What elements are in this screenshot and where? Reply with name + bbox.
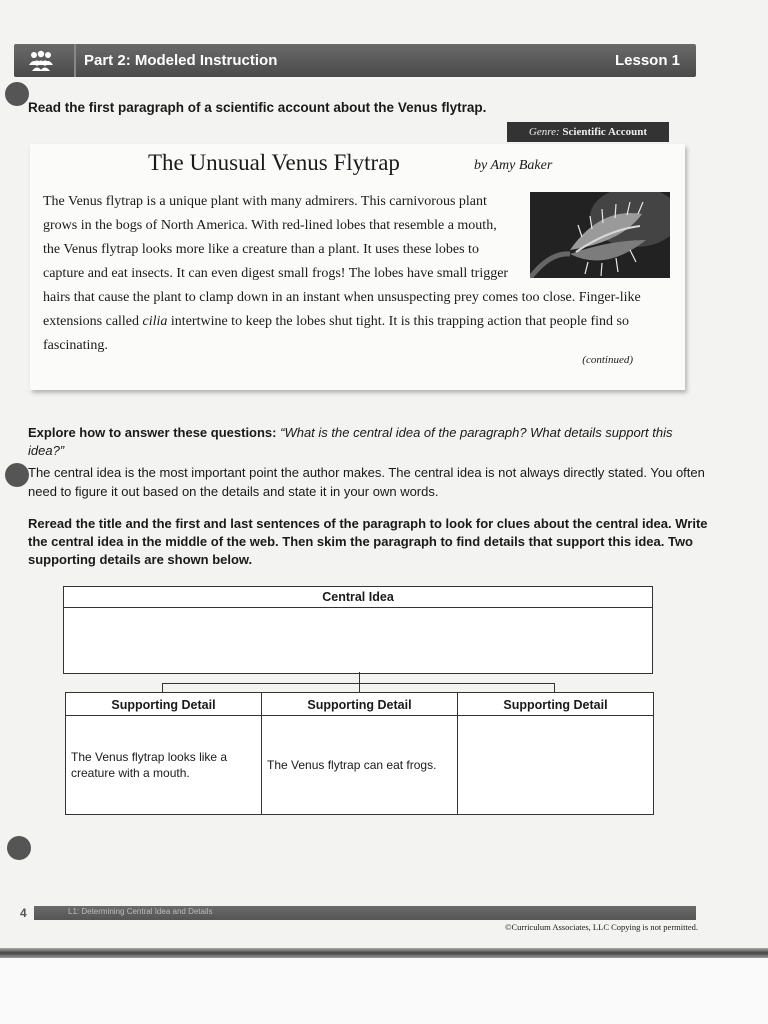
footer-bar [34,906,696,920]
explore-lead: Explore how to answer these questions: [28,425,277,440]
explore-prompt [28,424,708,460]
supporting-detail-column [66,693,261,814]
page-bottom-edge [0,948,768,958]
header-divider [74,44,76,77]
supporting-detail-header: Supporting Detail [458,693,653,716]
supporting-detail-header: Supporting Detail [262,693,457,716]
binder-hole [7,836,31,860]
scan-background [0,958,768,1024]
read-instruction: Read the first paragraph of a scientific account about the Venus flytrap. [28,100,487,115]
article-byline: by Amy Baker [474,158,553,173]
venus-flytrap-photo [530,192,670,278]
continued-label: (continued) [582,354,633,366]
paragraph-text: The Venus flytrap is a unique plant with many admirers. This carnivorous plant grows in the bogs of North America. With red-lined lobes that resemble a mouth, the Venus flytrap looks more like a creature than a plant. It uses these lobes to capture and eat insects. It can even digest small frogs! The lobes have small trigger hairs that cause the plant to clamp down in an instant when unsuspecting prey comes too close. Finger-like extensions called [43,194,641,329]
page-number: 4 [20,906,27,920]
central-idea-answer-area[interactable] [64,608,652,672]
binder-hole [5,463,29,487]
central-idea-note: The central idea is the most important point the author makes. The central idea is not always directly stated. You often need to figure it out based on the details and state it in your own words. [28,465,705,499]
central-idea-header: Central Idea [64,587,652,608]
article-paragraph [43,190,675,358]
supporting-details-table [65,692,654,815]
copyright-notice: ©Curriculum Associates, LLC Copying is not permitted. [505,922,698,932]
genre-value: Scientific Account [562,126,648,138]
web-connector [162,683,554,684]
article-title: The Unusual Venus Flytrap [148,150,400,175]
binder-hole [5,82,29,106]
supporting-detail-answer-area[interactable] [458,716,653,814]
group-icon [26,49,56,71]
supporting-detail-column [261,693,457,814]
paragraph-term-cilia: cilia [142,314,168,329]
lesson-label: Lesson 1 [614,52,680,69]
footer-lesson-label: L1: Determining Central Idea and Details [68,907,213,916]
part-title: Part 2: Modeled Instruction [84,52,278,69]
paragraph-text: intertwine to keep the lobes shut tight. It is this trapping action that people find so fascinating. [43,314,629,353]
supporting-detail-text: The Venus flytrap can eat frogs. [267,758,437,772]
article-box [30,144,685,390]
genre-tag [507,122,669,142]
supporting-detail-text: The Venus flytrap looks like a creature with a mouth. [71,750,228,780]
supporting-detail-header: Supporting Detail [66,693,261,716]
central-idea-box [63,586,653,674]
supporting-detail-column [457,693,653,814]
reread-instruction: Reread the title and the first and last sentences of the paragraph to look for clues about the central idea. Write the central idea in the middle of the web. Then skim the paragraph to find details that support this idea. Two supporting details are shown below. [28,516,708,567]
header-bar [14,44,696,77]
explore-question: “What is the central idea of the paragraph? What details support this idea?” [28,425,673,458]
genre-label: Genre: [528,126,560,138]
